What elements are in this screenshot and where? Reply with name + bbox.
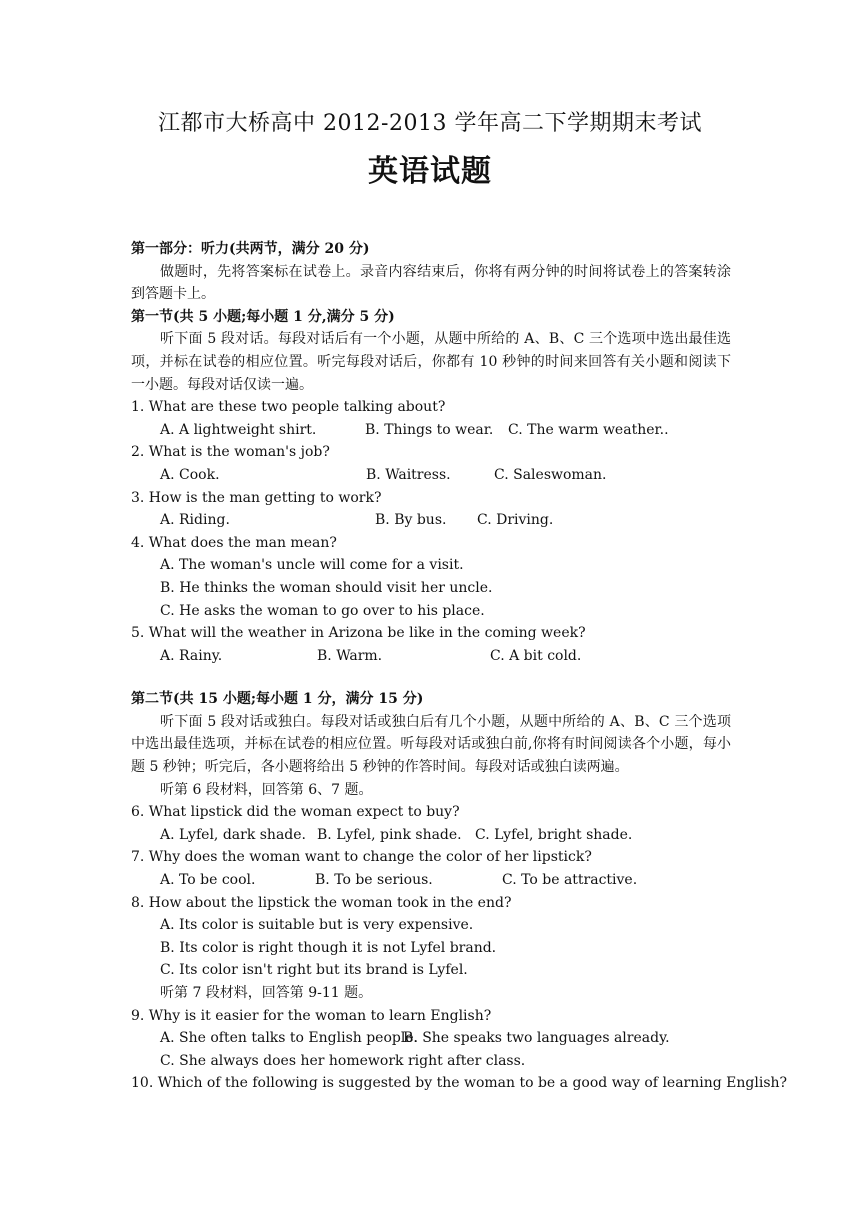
option-c: C. To be attractive.	[502, 872, 638, 889]
question-8: 8. How about the lipstick the woman took in the end?	[131, 894, 512, 911]
question-2-options	[131, 464, 731, 487]
exam-content	[131, 238, 788, 1095]
option-b: B. By bus.	[375, 512, 447, 529]
question-5-options	[131, 645, 731, 668]
part1-heading: 第一部分：听力(共两节，满分 20 分)	[131, 241, 370, 257]
exam-title: 江都市大桥高中 2012-2013 学年高二下学期期末考试	[158, 111, 702, 136]
option-b: B. Warm.	[317, 647, 383, 664]
spacer	[131, 667, 731, 688]
section1-instruction: 听下面 5 段对话。每段对话后有一个小题，从题中所给的 A、B、C 三个选项中选出最佳选项，并标在试卷的相应位置。听完每段对话后，你都有 10 秒钟的时间来回答有关小题和阅读下一小题。每段对话仅读一遍。	[131, 331, 731, 393]
question-4-option-a: A. The woman's uncle will come for a visit.	[160, 557, 464, 574]
option-a: A. Lyfel, dark shade.	[160, 826, 306, 843]
question-9-options-ab	[131, 1027, 731, 1050]
material-6-note: 听第 6 段材料，回答第 6、7 题。	[160, 781, 373, 798]
question-7-options	[131, 869, 731, 892]
option-c: C. Lyfel, bright shade.	[475, 826, 633, 843]
section1-heading: 第一节(共 5 小题;每小题 1 分,满分 5 分)	[131, 308, 395, 325]
question-4: 4. What does the man mean?	[131, 534, 337, 551]
section2-heading: 第二节(共 15 小题;每小题 1 分，满分 15 分)	[131, 691, 424, 708]
question-4-option-c: C. He asks the woman to go over to his place.	[160, 602, 485, 619]
question-9-option-c: C. She always does her homework right after class.	[160, 1052, 526, 1069]
question-1: 1. What are these two people talking about?	[131, 399, 446, 416]
section2-instruction: 听下面 5 段对话或独白。每段对话或独白后有几个小题，从题中所给的 A、B、C 三个选项中选出最佳选项，并标在试卷的相应位置。听每段对话或独白前,你将有时间阅读各个小题，每小题 5 秒钟；听完后，各小题将给出 5 秒钟的作答时间。每段对话或独白读两遍。	[131, 713, 731, 776]
question-4-option-b: B. He thinks the woman should visit her uncle.	[160, 579, 493, 596]
option-b: B. Things to wear.	[365, 421, 494, 438]
exam-subtitle: 英语试题	[368, 154, 492, 189]
option-c: C. Saleswoman.	[494, 466, 607, 483]
option-b: B. Waitress.	[366, 466, 451, 483]
question-10: 10. Which of the following is suggested by the woman to be a good way of learning English?	[131, 1075, 788, 1092]
option-a: A. A lightweight shirt.	[160, 421, 317, 438]
option-a: A. Riding.	[160, 512, 230, 529]
material-7-note: 听第 7 段材料，回答第 9-11 题。	[160, 985, 373, 1001]
option-b: B. To be serious.	[315, 872, 433, 889]
question-3-options	[131, 509, 731, 532]
option-c: C. Driving.	[477, 512, 554, 529]
part1-instruction: 做题时，先将答案标在试卷上。录音内容结束后，你将有两分钟的时间将试卷上的答案转涂到答题卡上。	[131, 263, 731, 303]
question-7: 7. Why does the woman want to change the color of her lipstick?	[131, 849, 592, 866]
option-a: A. Cook.	[160, 466, 220, 483]
question-8-option-c: C. Its color isn't right but its brand is Lyfel.	[160, 962, 468, 979]
option-c: C. A bit cold.	[490, 647, 582, 664]
option-a: A. She often talks to English people.	[160, 1030, 419, 1047]
question-8-option-a: A. Its color is suitable but is very expensive.	[160, 917, 474, 934]
question-1-options	[131, 419, 731, 442]
question-6-options	[131, 824, 731, 847]
option-a: A. To be cool.	[160, 872, 256, 889]
question-9: 9. Why is it easier for the woman to learn English?	[131, 1007, 492, 1024]
question-8-option-b: B. Its color is right though it is not Lyfel brand.	[160, 939, 497, 956]
question-3: 3. How is the man getting to work?	[131, 489, 382, 506]
question-5: 5. What will the weather in Arizona be like in the coming week?	[131, 625, 586, 642]
option-a: A. Rainy.	[160, 647, 223, 664]
question-6: 6. What lipstick did the woman expect to buy?	[131, 804, 460, 821]
option-b: B. She speaks two languages already.	[403, 1030, 670, 1047]
question-2: 2. What is the woman's job?	[131, 444, 330, 461]
option-b: B. Lyfel, pink shade.	[317, 826, 462, 843]
option-c: C. The warm weather..	[508, 421, 669, 438]
